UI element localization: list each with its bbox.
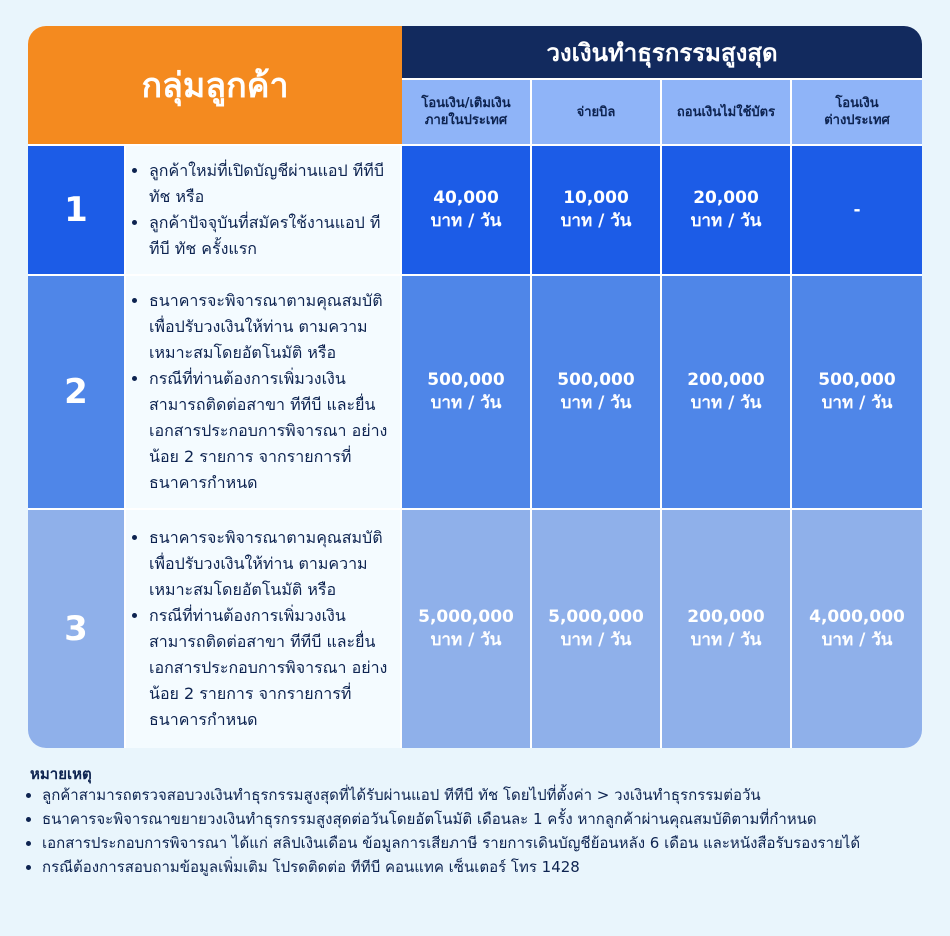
limit-value: - [792,146,922,274]
max-limit-header: วงเงินทำธุรกรรมสูงสุด [402,26,922,78]
limit-value: 5,000,000 บาท / วัน [532,510,660,748]
column-header-international-transfer: โอนเงิน ต่างประเทศ [792,80,922,144]
limit-value: 4,000,000 บาท / วัน [792,510,922,748]
group-number: 1 [28,146,124,274]
limit-value: 500,000 บาท / วัน [402,276,530,508]
description-item: • ธนาคารจะพิจารณาตามคุณสมบัติ เพื่อปรับวงเงินให้ท่าน ตามความเหมาะสมโดยอัตโนมัติ หรือ [149,525,394,603]
column-header-cardless-withdrawal: ถอนเงินไม่ใช้บัตร [662,80,790,144]
limit-value: 200,000 บาท / วัน [662,276,790,508]
description-item: • ลูกค้าปัจจุบันที่สมัครใช้งานแอป ทีทีบี ทัช ครั้งแรก [149,210,394,262]
group-number: 3 [28,510,124,748]
customer-group-header: กลุ่มลูกค้า [28,26,402,144]
description-item: • กรณีที่ท่านต้องการเพิ่มวงเงิน สามารถติดต่อสาขา ทีทีบี และยื่นเอกสารประกอบการพิจารณา อย่างน้อย 2 รายการ จากรายการที่ธนาคารกำหนด [149,366,394,496]
limit-value: 500,000 บาท / วัน [792,276,922,508]
note-item: • ลูกค้าสามารถตรวจสอบวงเงินทำธุรกรรมสูงสุดที่ได้รับผ่านแอป ทีทีบี ทัช โดยไปที่ตั้งค่า > วงเงินทำธุรกรรมต่อวัน [42,786,920,805]
limit-value: 200,000 บาท / วัน [662,510,790,748]
note-item: • ธนาคารจะพิจารณาขยายวงเงินทำธุรกรรมสูงสุดต่อวันโดยอัตโนมัติ เดือนละ 1 ครั้ง หากลูกค้าผ่านคุณสมบัติตามที่กำหนด [42,810,920,829]
group-number: 2 [28,276,124,508]
group-description [126,510,400,748]
note-item: • เอกสารประกอบการพิจารณา ได้แก่ สลิปเงินเดือน ข้อมูลการเสียภาษี รายการเดินบัญชีย้อนหลัง 6 เดือน และหนังสือรับรองรายได้ [42,834,920,853]
column-header-bill-payment: จ่ายบิล [532,80,660,144]
note-item: • กรณีต้องการสอบถามข้อมูลเพิ่มเติม โปรดติดต่อ ทีทีบี คอนแทค เซ็นเตอร์ โทร 1428 [42,858,920,877]
limit-value: 20,000 บาท / วัน [662,146,790,274]
group-description [126,146,400,274]
transaction-limit-table [28,26,922,748]
group-description [126,276,400,508]
notes-section [30,765,920,882]
description-item: • กรณีที่ท่านต้องการเพิ่มวงเงิน สามารถติดต่อสาขา ทีทีบี และยื่นเอกสารประกอบการพิจารณา อย่างน้อย 2 รายการ จากรายการที่ธนาคารกำหนด [149,603,394,733]
limit-value: 10,000 บาท / วัน [532,146,660,274]
notes-title: หมายเหตุ [30,765,92,783]
column-header-domestic-transfer: โอนเงิน/เติมเงิน ภายในประเทศ [402,80,530,144]
limit-value: 40,000 บาท / วัน [402,146,530,274]
description-item: • ลูกค้าใหม่ที่เปิดบัญชีผ่านแอป ทีทีบี ทัช หรือ [149,158,394,210]
description-item: • ธนาคารจะพิจารณาตามคุณสมบัติ เพื่อปรับวงเงินให้ท่าน ตามความเหมาะสมโดยอัตโนมัติ หรือ [149,288,394,366]
limit-value: 5,000,000 บาท / วัน [402,510,530,748]
limit-value: 500,000 บาท / วัน [532,276,660,508]
